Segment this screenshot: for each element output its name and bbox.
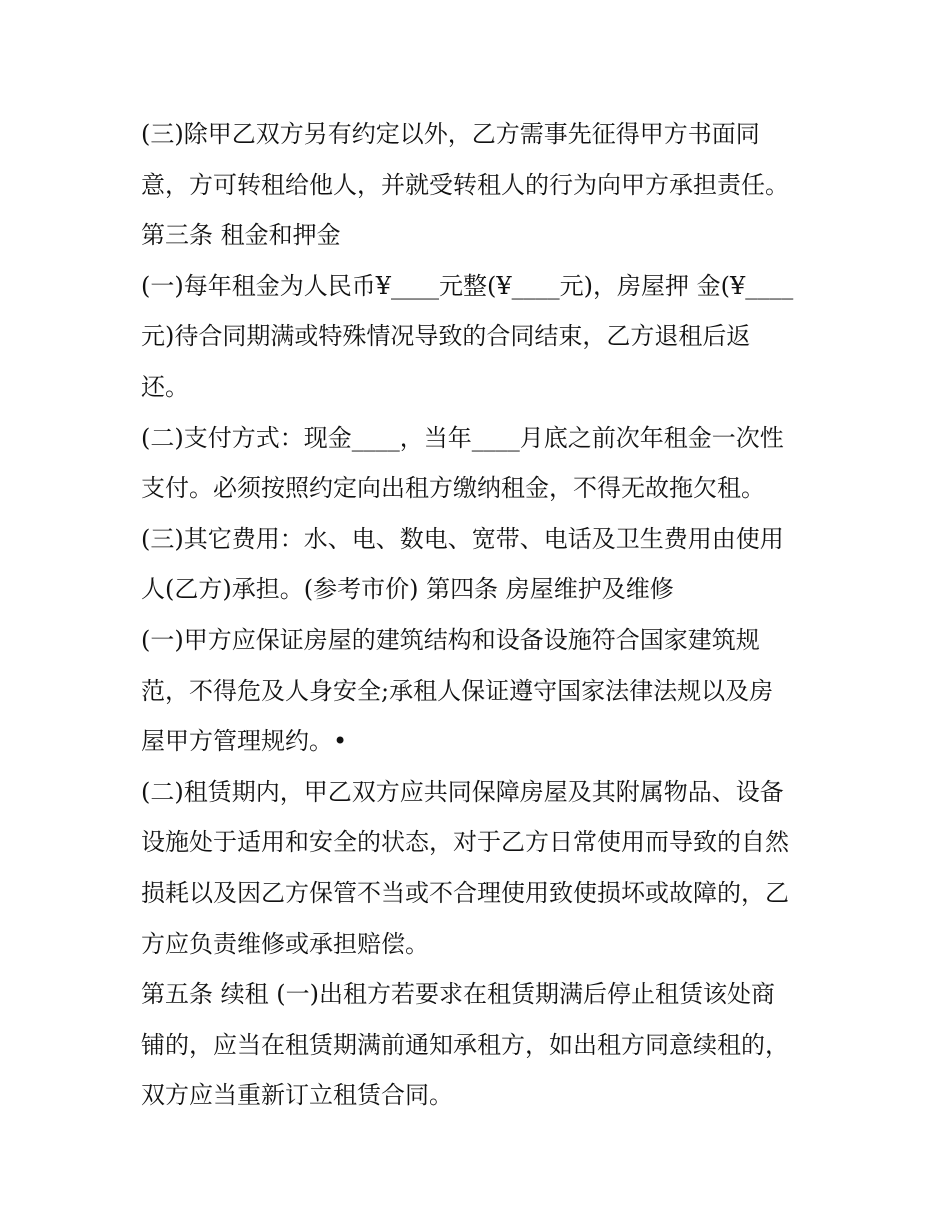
- text-line: 还。: [141, 372, 189, 401]
- text-line: 方应负责维修或承担赔偿。: [141, 929, 429, 958]
- text-line: (一)甲方应保证房屋的建筑结构和设备设施符合国家建筑规: [141, 625, 760, 654]
- text-line: 设施处于适用和安全的状态，对于乙方日常使用而导致的自然: [141, 828, 789, 857]
- text-line: (三)除甲乙双方另有约定以外，乙方需事先征得甲方书面同: [141, 120, 760, 148]
- text-line: (三)其它费用：水、电、数电、宽带、电话及卫生费用由使用: [141, 524, 784, 553]
- text-line: 支付。必须按照约定向出租方缴纳租金，不得无故拖欠租。: [141, 474, 765, 503]
- text-line: (一)每年租金为人民币¥____元整(¥____元)，房屋押 金(¥____: [141, 271, 794, 300]
- text-line: (二)租赁期内，甲乙双方应共同保障房屋及其附属物品、设备: [141, 777, 784, 806]
- text-line: 损耗以及因乙方保管不当或不合理使用致使损坏或故障的，乙: [141, 878, 789, 907]
- section-heading: 第五条 续租 (一)出租方若要求在租赁期满后停止租赁该处商: [141, 980, 775, 1009]
- text-line: 屋甲方管理规约。•: [141, 727, 348, 756]
- text-line: 范，不得危及人身安全;承租人保证遵守国家法律法规以及房: [141, 676, 774, 705]
- text-line: 意，方可转租给他人，并就受转租人的行为向甲方承担责任。: [141, 170, 789, 199]
- text-line: 铺的，应当在租赁期满前通知承租方，如出租方同意续租的，: [141, 1030, 789, 1059]
- text-line: 双方应当重新订立租赁合同。: [141, 1081, 453, 1110]
- text-line: 元)待合同期满或特殊情况导致的合同结束，乙方退租后返: [141, 322, 751, 351]
- contract-text-body: [141, 109, 831, 1121]
- text-line: (二)支付方式：现金____，当年____月底之前次年租金一次性: [141, 423, 784, 452]
- section-heading: 第三条 租金和押金: [141, 221, 341, 250]
- text-line: 人(乙方)承担。(参考市价) 第四条 房屋维护及维修: [141, 575, 674, 604]
